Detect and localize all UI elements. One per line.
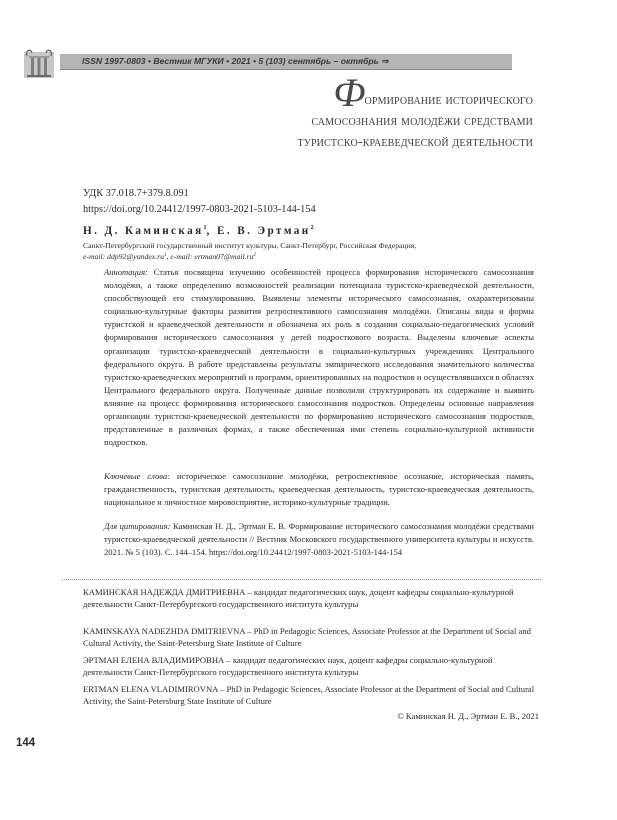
keywords-text: историческое самосознание молодёжи, ретроспективное осознание, историческая память, гражданственность, туристская деятельность, краеведческая деятельность, туристско-краеведческая деятельность, национальное и личностное мировосприятие, историко-культурные традиции.: [104, 471, 534, 508]
title-line-2: самосознания молодёжи средствами: [311, 113, 533, 129]
citation: [104, 520, 534, 559]
doi-link[interactable]: https://doi.org/10.24412/1997-0803-2021-5103-144-154: [83, 204, 316, 215]
abstract: [104, 266, 534, 449]
journal-logo-icon: [16, 42, 62, 82]
author-separator: ,: [206, 225, 217, 237]
page-number: 144: [16, 737, 36, 749]
bio-ru-author-2: ЭРТМАН ЕЛЕНА ВЛАДИМИРОВНА – кандидат педагогических наук, доцент кафедры социально-культурной деятельности Санкт-Петербургского государственного института культуры: [83, 655, 493, 677]
author-2-sup: 2: [310, 225, 314, 231]
citation-text: Каминская Н. Д., Эртман Е. В. Формирование исторического самосознания молодёжи средствами туристско-краеведческой деятельности // Вестник Московского государственного университета культуры и искусств. 2021. № 5 (103). С. 144–154. https://doi.org/10.24412/1997-0803-2021-5103-144-154: [104, 521, 534, 558]
author-1-sup: 1: [203, 225, 207, 231]
authors: [83, 225, 314, 237]
author-emails: [83, 251, 256, 262]
title-line-3: туристско-краеведческой деятельности: [297, 134, 533, 150]
abstract-text: Статья посвящена изучению особенностей процесса формирования исторического самосознания молодёжи, а также определению возможностей реализации потенциала туристско-краеведческой деятельности, способствующей его стимулированию. Выявлены элементы исторического самосознания, охарактеризованы социально-культурные факторы развития ретроспективного самосознания молодёжи. Описаны виды и формы туристской и краеведческой деятельности и обозначена их роль в создании социально-педагогических условий формирования исторического самосознания у детей подросткового возраста. Выделены ключевые аспекты организации туристско-краеведческой деятельности в социально-культурных учреждениях Центрального федерального округа. В работе представлены результаты эмпирического исследования значительного количества туристско-краеведческих мероприятий и программ, ориентированных на подростков и осуществлявшихся в областях Центрального федерального округа. Полученные данные позволили структурировать их содержание и выявить влияние на процесс формирования исторического самосознания подростков. Определены основные направления организации туристско-краеведческой деятельности по формированию исторического самосознания подростков, представленные в различных формах, а также обеспеченная ими степень социально-культурной активности подростков.: [104, 267, 534, 448]
copyright: © Каминская Н. Д., Эртман Е. В., 2021: [397, 711, 539, 721]
dotted-divider: [62, 579, 541, 580]
affiliation: Санкт-Петербургский государственный институт культуры, Санкт-Петербург, Российская Федерация,: [83, 241, 417, 250]
email-2[interactable]: , e-mail: ertman07@mail.ru: [166, 252, 254, 261]
title-line-1: ормирование исторического: [364, 92, 533, 108]
title-initial: Ф: [333, 70, 366, 115]
udk-code: УДК 37.018.7+379.8.091: [83, 188, 189, 199]
email-1[interactable]: e-mail: ddp92@yandex.ru: [83, 252, 164, 261]
citation-label: Для цитирования:: [104, 521, 171, 531]
keywords-label: Ключевые слова:: [104, 471, 171, 481]
article-title: [297, 70, 533, 153]
bio-en-author-2: ERTMAN ELENA VLADIMIROVNA – PhD in Pedagogic Sciences, Associate Professor at the Department of Social and Cultural Activity, the Saint-Petersburg State Institute of Culture: [83, 684, 535, 706]
email-2-sup: 2: [253, 253, 256, 258]
bio-en-author-1: KAMINSKAYA NADEZHDA DMITRIEVNA – PhD in Pedagogic Sciences, Associate Professor at the Department of Social and Cultural Activity, the Saint-Petersburg State Institute of Culture: [83, 626, 531, 648]
journal-header: ISSN 1997-0803 • Вестник МГУКИ • 2021 • 5 (103) сентябрь – октябрь ⇒: [82, 56, 389, 66]
bio-ru-author-1: КАМИНСКАЯ НАДЕЖДА ДМИТРИЕВНА – кандидат педагогических наук, доцент кафедры социально-культурной деятельности Санкт-Петербургского государственного института культуры: [83, 587, 514, 609]
abstract-label: Аннотация:: [104, 267, 148, 277]
keywords: [104, 470, 534, 509]
email-1-sup: 1: [163, 253, 167, 258]
author-2: Е. В. Эртман: [216, 225, 311, 237]
author-1: Н. Д. Каминская: [83, 225, 204, 237]
